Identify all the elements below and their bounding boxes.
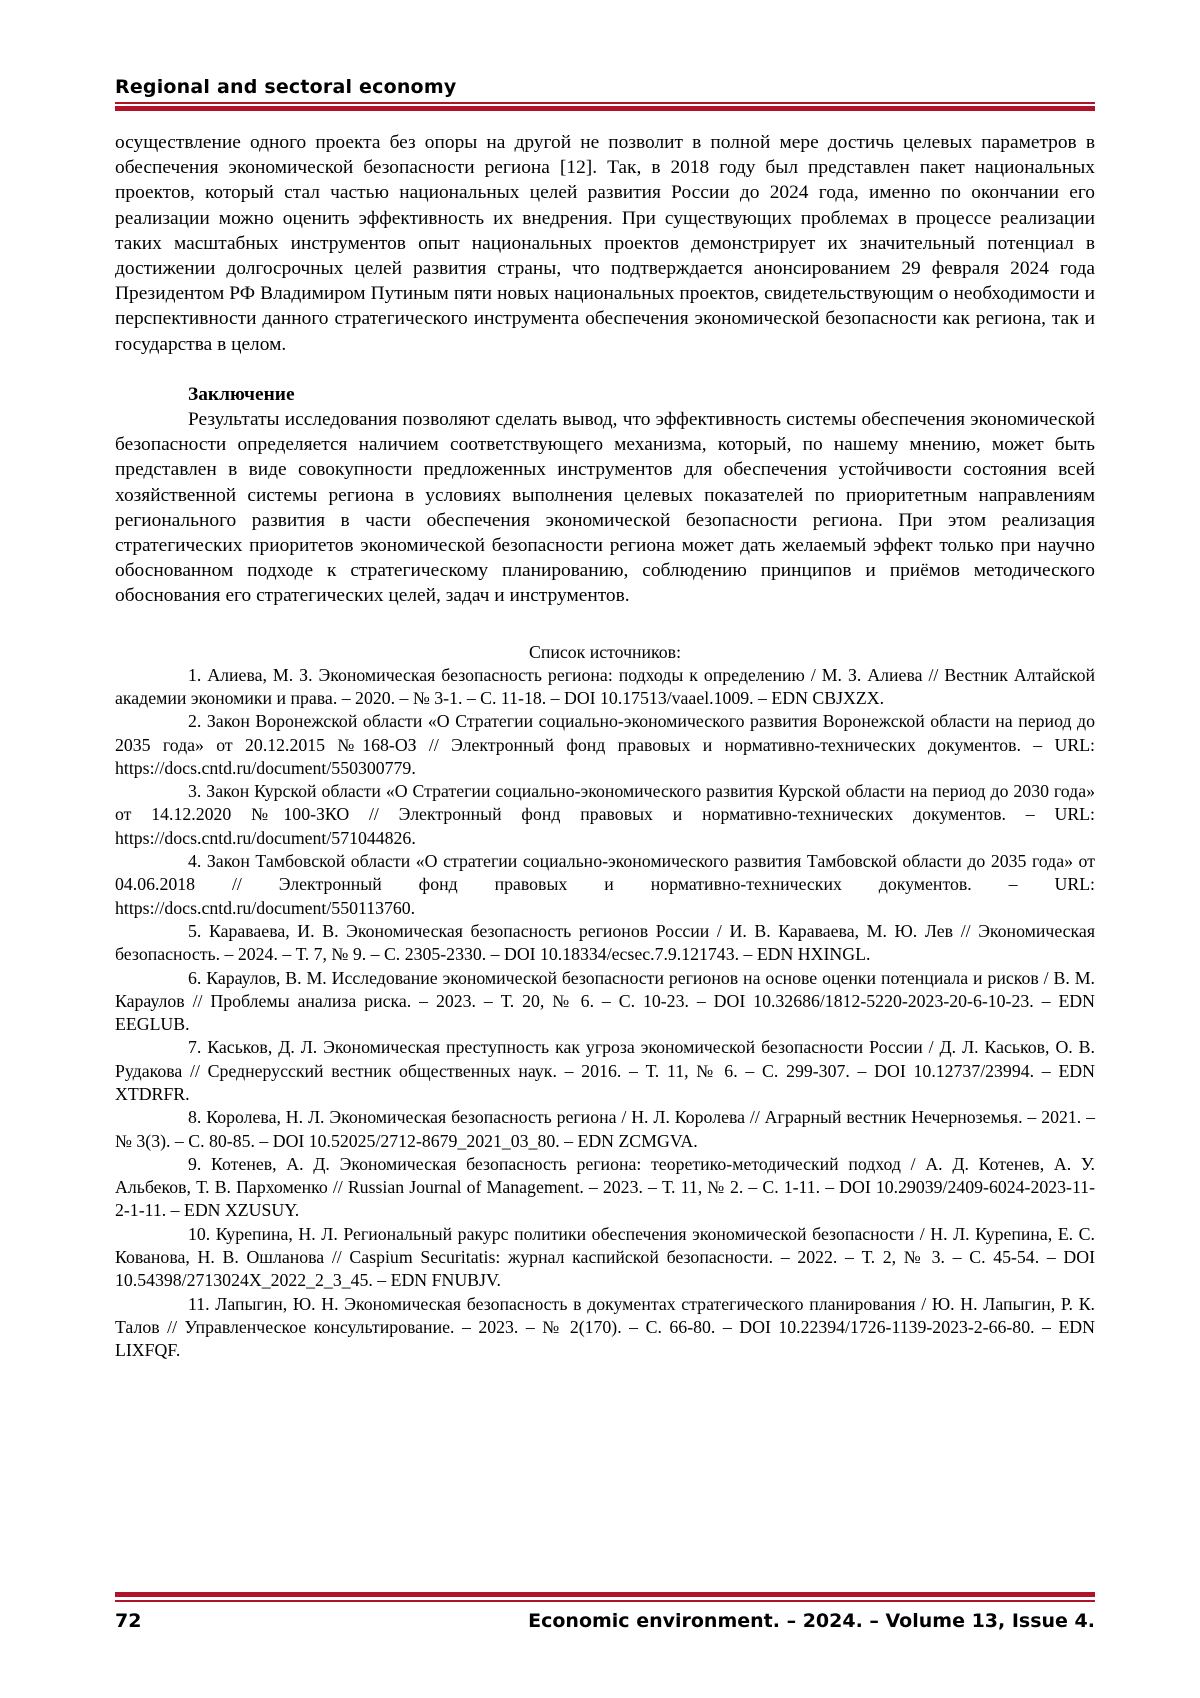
page-number: 72 [115,1610,141,1632]
reference-item: 1. Алиева, М. З. Экономическая безопасность региона: подходы к определению / М. З. Алиева // Вестник Алтайской академии экономики и права. – 2020. – № 3-1. – С. 11-18. – DOI 10.17513/vaael.1009. – EDN CBJXZX. [115,664,1095,711]
reference-item: 7. Каськов, Д. Л. Экономическая преступность как угроза экономической безопасности России / Д. Л. Каськов, О. В. Рудакова // Среднерусский вестник общественных наук. – 2016. – Т. 11, № 6. – С. 299-307. – DOI 10.12737/23994. – EDN XTDRFR. [115,1036,1095,1106]
reference-item: 8. Королева, Н. Л. Экономическая безопасность региона / Н. Л. Королева // Аграрный вестник Нечерноземья. – 2021. – № 3(3). – С. 80-85. – DOI 10.52025/2712-8679_2021_03_80. – EDN ZCMGVA. [115,1106,1095,1153]
reference-item: 2. Закон Воронежской области «О Стратегии социально-экономического развития Воронежской области на период до 2035 года» от 20.12.2015 №168-ОЗ // Электронный фонд правовых и нормативно-технических документов. – URL: https://docs.cntd.ru/document/550300779. [115,710,1095,780]
conclusion-heading: Заключение [115,382,1095,407]
article-content [115,130,1095,1363]
reference-item: 5. Караваева, И. В. Экономическая безопасность регионов России / И. В. Караваева, М. Ю. Лев // Экономическая безопасность. – 2024. – Т. 7, № 9. – С. 2305-2330. – DOI 10.18334/ecsec.7.9.121743. – EDN HXINGL. [115,920,1095,967]
body-paragraph: осуществление одного проекта без опоры на другой не позволит в полной мере достичь целевых параметров в обеспечения экономической безопасности региона [12]. Так, в 2018 году был представлен пакет национальных проектов, который стал частью национальных целей развития России до 2024 года, именно по окончании его реализации можно оценить эффективность их внедрения. При существующих проблемах в процессе реализации таких масштабных инструментов опыт национальных проектов демонстрирует их значительный потенциал в достижении долгосрочных целей развития страны, что подтверждается анонсированием 29 февраля 2024 года Президентом РФ Владимиром Путиным пяти новых национальных проектов, свидетельствующим о необходимости и перспективности данного стратегического инструмента обеспечения экономической безопасности как региона, так и государства в целом. [115,130,1095,357]
footer-rule-thin [115,1600,1095,1602]
reference-item: 3. Закон Курской области «О Стратегии социально-экономического развития Курской области на период до 2030 года» от 14.12.2020 №100-ЗКО // Электронный фонд правовых и нормативно-технических документов. – URL: https://docs.cntd.ru/document/571044826. [115,780,1095,850]
reference-item: 11. Лапыгин, Ю. Н. Экономическая безопасность в документах стратегического планирования / Ю. Н. Лапыгин, Р. К. Талов // Управленческое консультирование. – 2023. – № 2(170). – С. 66-80. – DOI 10.22394/1726-1139-2023-2-66-80. – EDN LIXFQF. [115,1293,1095,1363]
running-header: Regional and sectoral economy [115,76,456,98]
references-list [115,664,1095,1363]
reference-item: 10. Курепина, Н. Л. Региональный ракурс политики обеспечения экономической безопасности / Н. Л. Курепина, Е. С. Кованова, Н. В. Ошланова // Caspium Securitatis: журнал каспийской безопасности. – 2022. – Т. 2, № 3. – С. 45-54. – DOI 10.54398/2713024X_2022_2_3_45. – EDN FNUBJV. [115,1223,1095,1293]
reference-item: 4. Закон Тамбовской области «О стратегии социально-экономического развития Тамбовской области до 2035 года» от 04.06.2018 // Электронный фонд правовых и нормативно-технических документов. – URL: https://docs.cntd.ru/document/550113760. [115,850,1095,920]
journal-page [0,0,1200,1698]
header-rule-thick [115,106,1095,111]
references-title: Список источников: [115,641,1095,664]
journal-citation: Economic environment. – 2024. – Volume 13, Issue 4. [528,1610,1095,1632]
reference-item: 6. Караулов, В. М. Исследование экономической безопасности регионов на основе оценки потенциала и рисков / В. М. Караулов // Проблемы анализа риска. – 2023. – Т. 20, № 6. – С. 10-23. – DOI 10.32686/1812-5220-2023-20-6-10-23. – EDN EEGLUB. [115,967,1095,1037]
header-rule-thin [115,102,1095,104]
conclusion-paragraph: Результаты исследования позволяют сделать вывод, что эффективность системы обеспечения экономической безопасности определяется наличием соответствующего механизма, который, по нашему мнению, может быть представлен в виде совокупности предложенных инструментов для обеспечения устойчивости состояния всей хозяйственной системы региона в условиях выполнения целевых показателей по приоритетным направлениям регионального развития в части обеспечения экономической безопасности региона. При этом реализация стратегических приоритетов экономической безопасности региона может дать желаемый эффект только при научно обоснованном подходе к стратегическому планированию, соблюдению принципов и приёмов методического обоснования его стратегических целей, задач и инструментов. [115,407,1095,609]
reference-item: 9. Котенев, А. Д. Экономическая безопасность региона: теоретико-методический подход / А. Д. Котенев, А. У. Альбеков, Т. В. Пархоменко // Russian Journal of Management. – 2023. – Т. 11, № 2. – С. 1-11. – DOI 10.29039/2409-6024-2023-11-2-1-11. – EDN XZUSUY. [115,1153,1095,1223]
footer-rule-thick [115,1592,1095,1597]
